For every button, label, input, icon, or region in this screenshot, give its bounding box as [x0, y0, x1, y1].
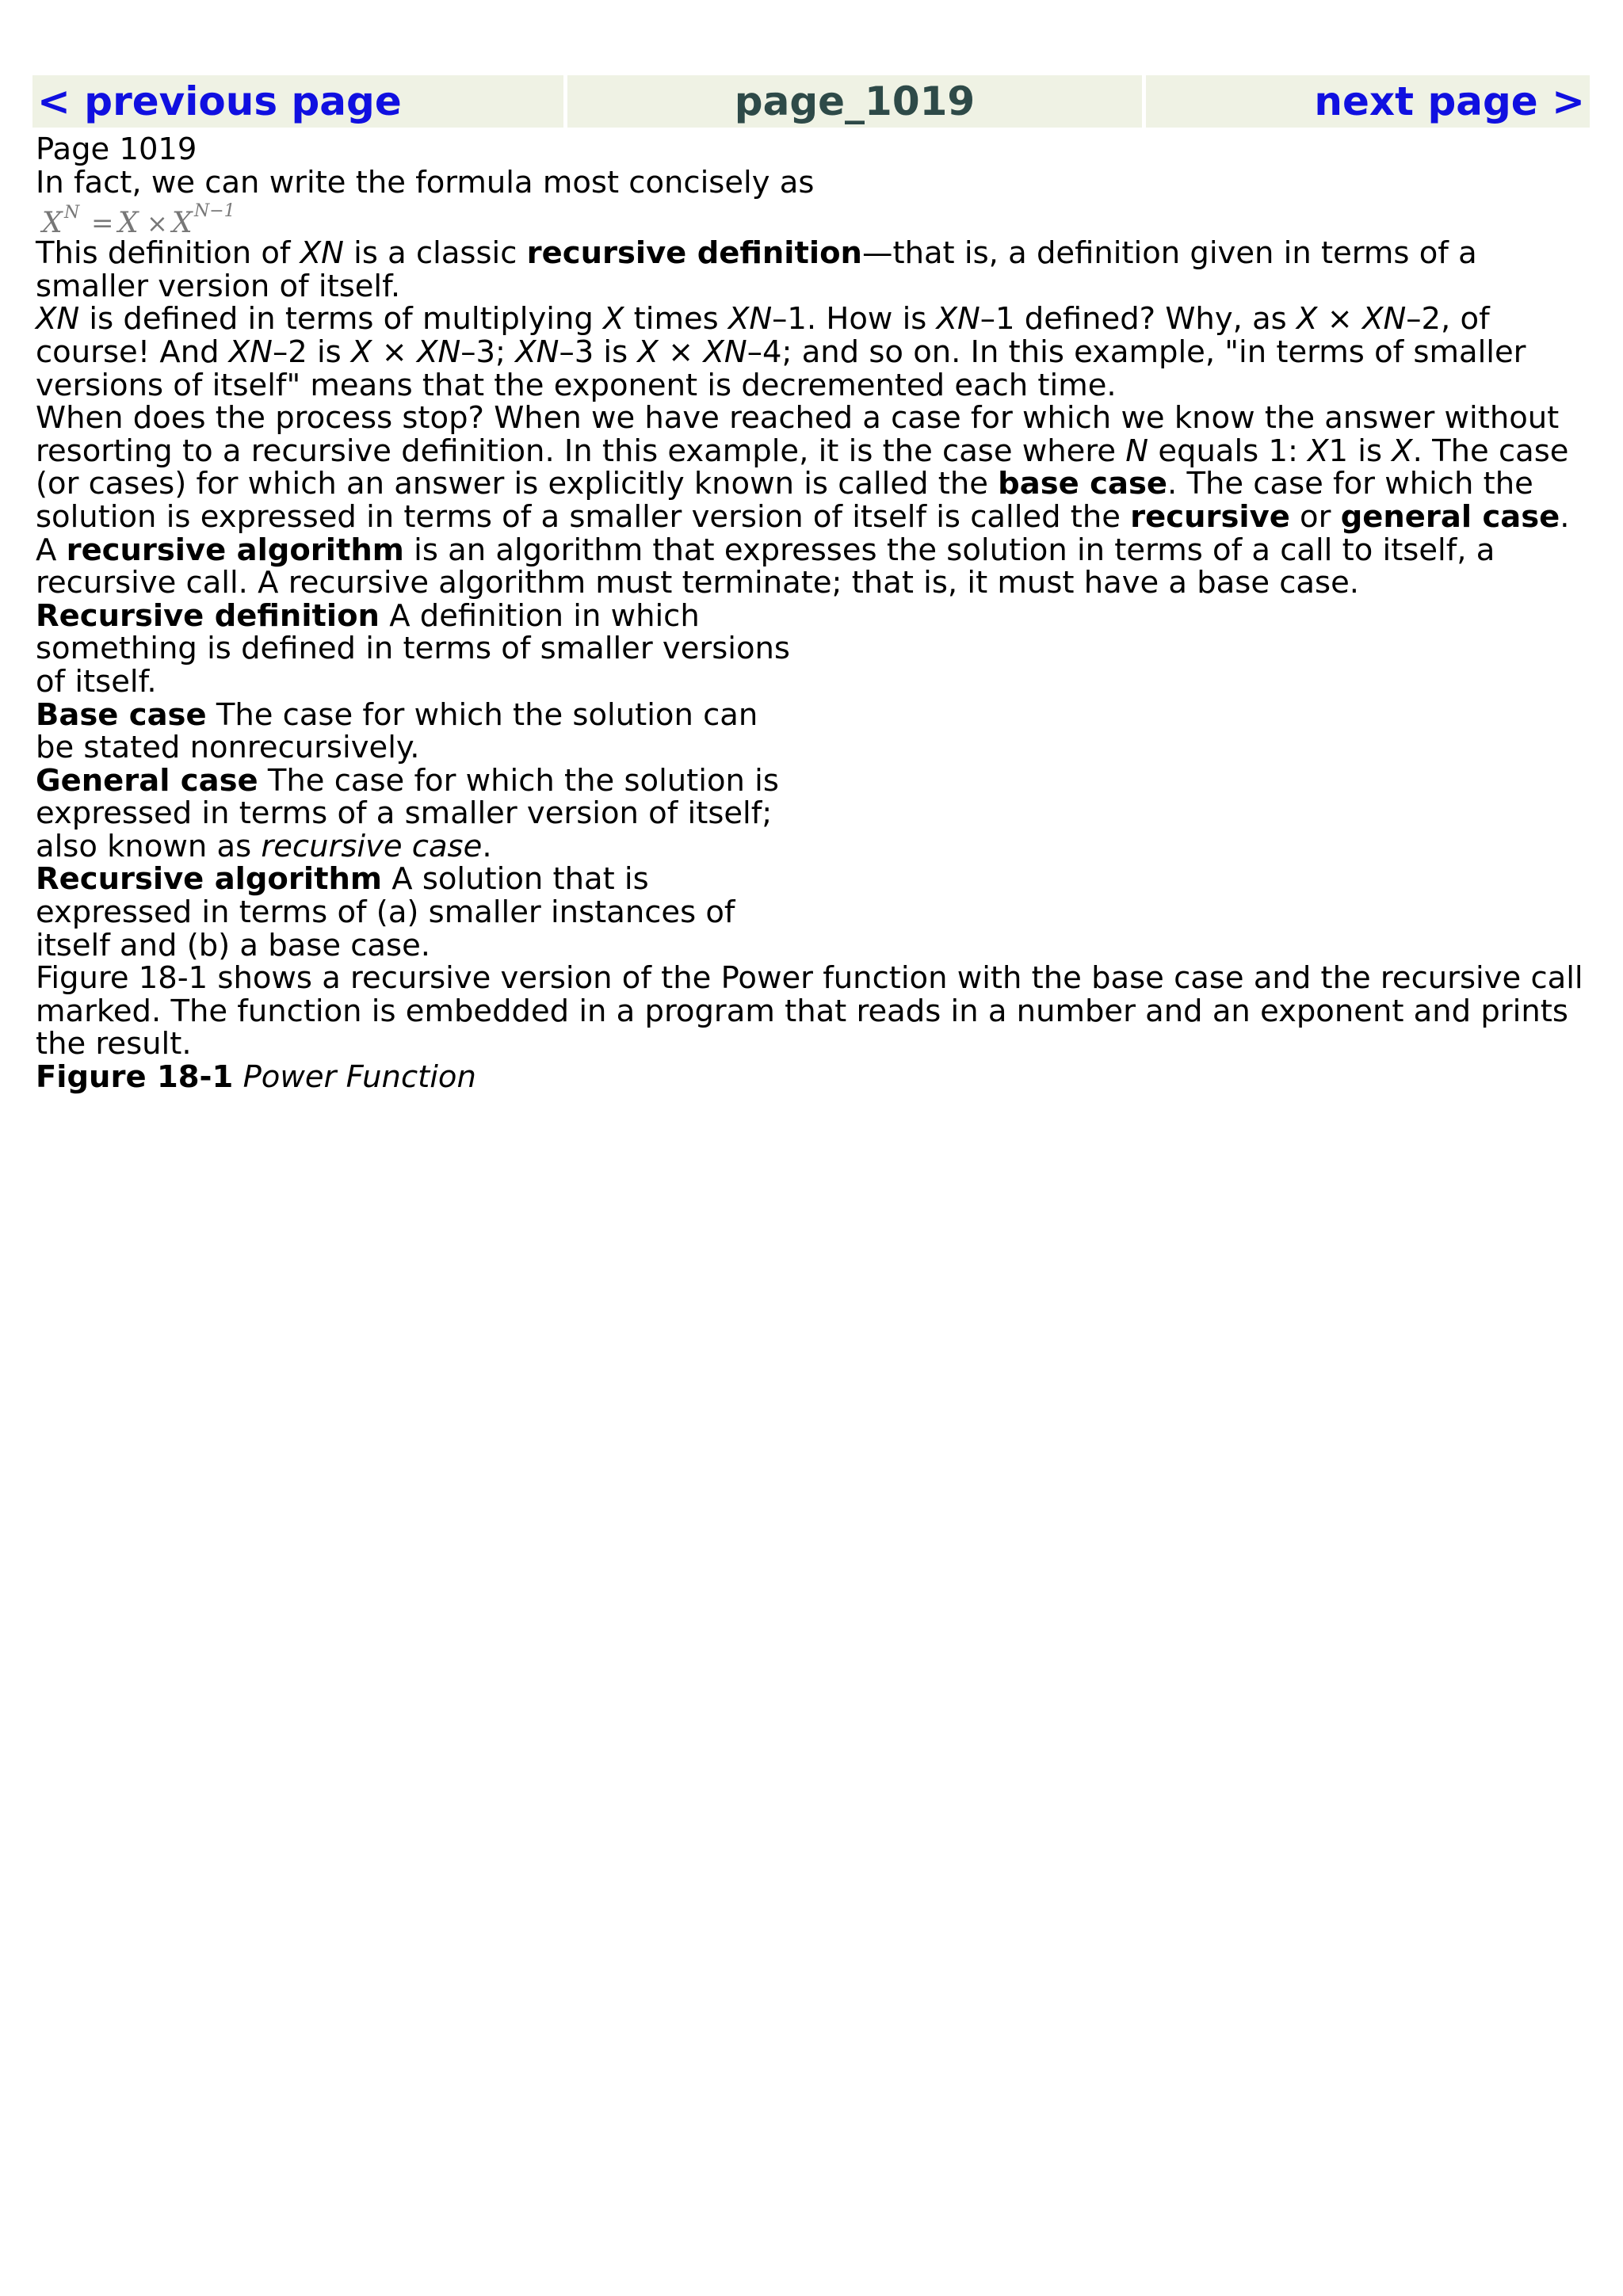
paragraph-base-case: When does the process stop? When we have reached a case for which we know the answer without resorting to a recursive definition. In this example, it is the case where N equals 1: X1 is X. The case (or cases) for which an answer is explicitly known is called the base case. The case for which the solution is expressed in terms of a smaller version of itself is called the recursive or general case. A recursive algorithm is an algorithm that expresses the solution in terms of a call to itself, a recursive call. A recursive algorithm must terminate; that is, it must have a base case. [36, 400, 1570, 601]
intro-paragraph: In fact, we can write the formula most concisely as [36, 164, 815, 200]
page-number-label: Page 1019 [36, 132, 197, 167]
previous-page-link[interactable]: < previous page [37, 78, 402, 124]
formula-rhs-base2: X [172, 207, 193, 238]
power-formula [36, 199, 1589, 237]
definition-recursive-definition: Recursive definition A definition in which something is defined in terms of smaller versions of itself. [36, 597, 790, 700]
paragraph-recursive-definition: This definition of XN is a classic recursive definition—that is, a definition given in terms of a smaller version of itself. [36, 235, 1477, 304]
definition-base-case: Base case The case for which the solution can be stated nonrecursively. [36, 696, 758, 766]
formula-exponent: N [64, 203, 80, 223]
page-content [36, 133, 1589, 1094]
paragraph-xn-expansion: XN is defined in terms of multiplying X times XN–1. How is XN–1 defined? Why, as X × XN–2, of course! And XN–2 is X × XN–3; XN–3 is X × XN–4; and so on. In this example, "in terms of smaller versions of itself" means that the exponent is decremented each time. [36, 301, 1526, 403]
definition-recursive-algorithm: Recursive algorithm A solution that is expressed in terms of (a) smaller instances of itself and (b) a base case. [36, 861, 735, 963]
page-id-title: page_1019 [567, 75, 1142, 128]
page-navigation [32, 75, 1594, 128]
formula-base: X [42, 207, 63, 238]
formula-times: × [147, 208, 168, 238]
formula-rhs-exponent: N−1 [194, 201, 235, 222]
next-page-link[interactable]: next page > [1314, 78, 1585, 124]
paragraph-figure-intro: Figure 18-1 shows a recursive version of the Power function with the base case and the recursive call marked. The function is embedded in a program that reads in a number and an exponent and prints the result. [36, 960, 1583, 1062]
nav-prev-cell [32, 75, 563, 128]
power-formula-image [36, 199, 289, 237]
figure-caption [36, 1061, 1589, 1094]
figure-title: Power Function [242, 1059, 476, 1096]
figure-label: Figure 18-1 [36, 1059, 234, 1096]
definition-general-case: General case The case for which the solution is expressed in terms of a smaller version of itself; also known as recursive case. [36, 762, 779, 864]
formula-rhs-base: X [118, 207, 139, 238]
formula-equals: = [91, 208, 114, 238]
nav-next-cell [1146, 75, 1590, 128]
